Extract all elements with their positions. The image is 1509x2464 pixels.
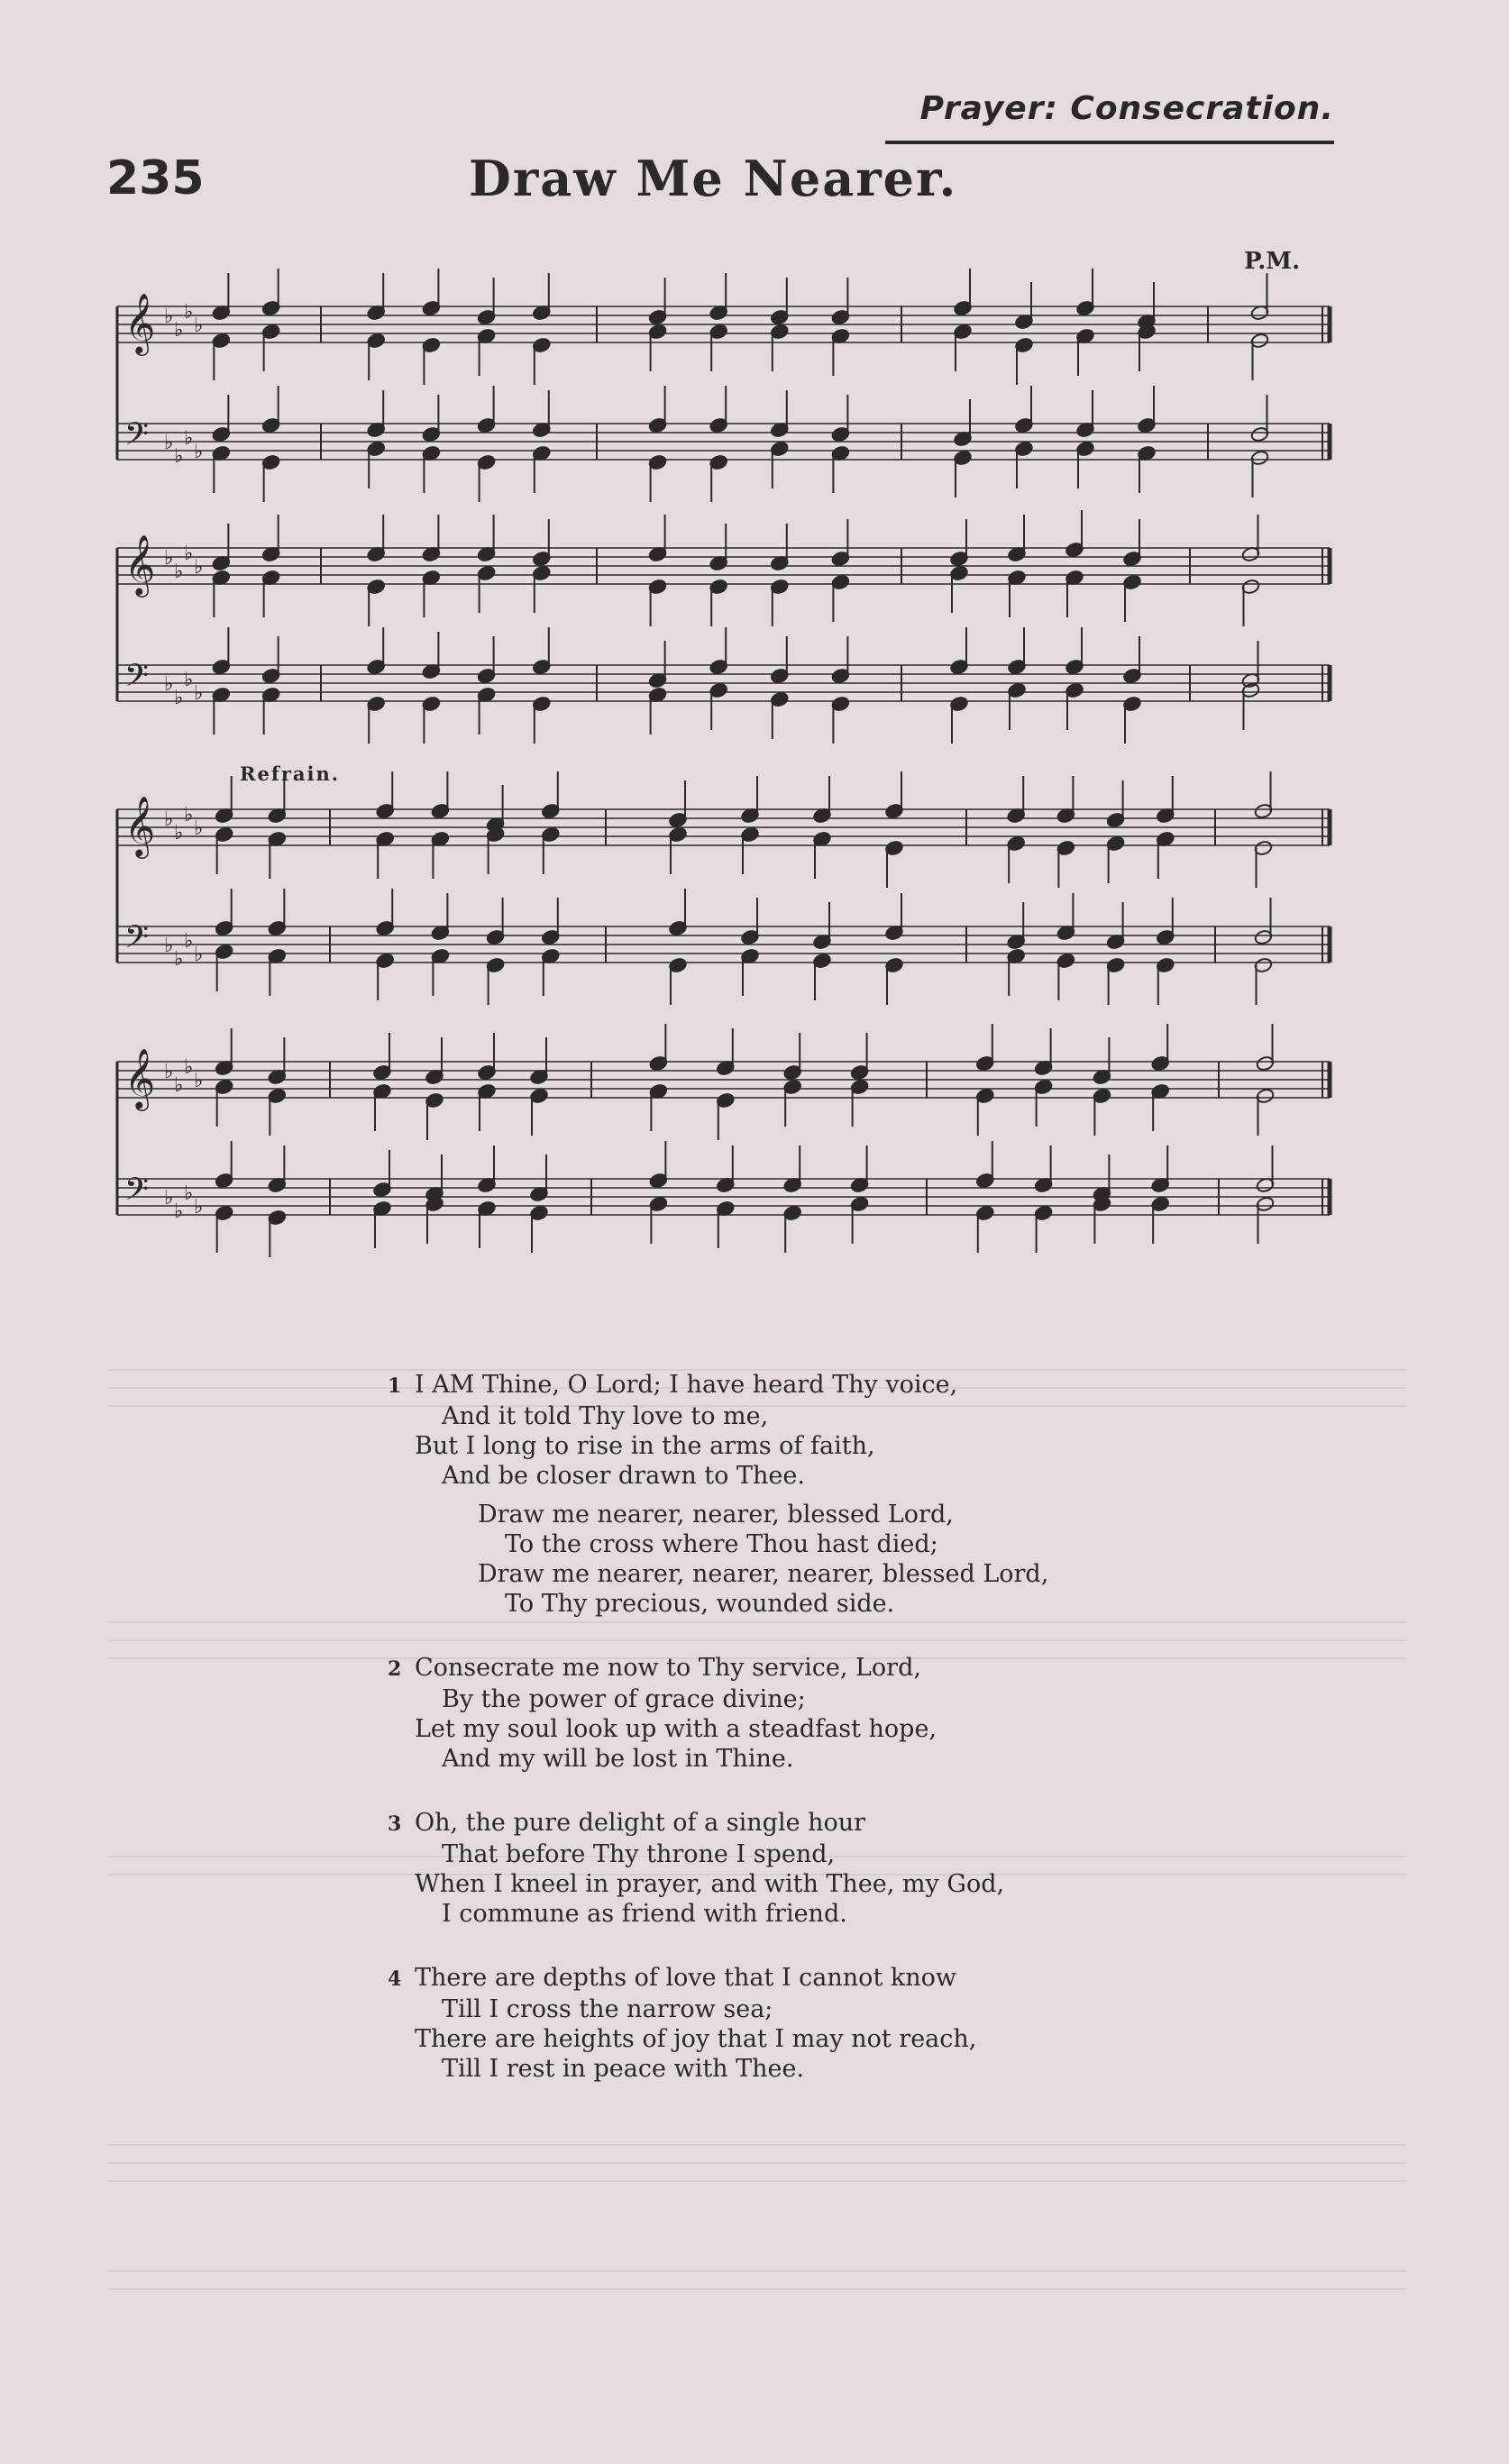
- verse-line: And my will be lost in Thine.: [442, 1745, 794, 1773]
- verse-line: Let my soul look up with a steadfast hope,: [415, 1715, 937, 1743]
- verse-2: [388, 1653, 1199, 1774]
- treble-clef: 𝄞: [124, 795, 156, 856]
- treble-clef: 𝄞: [124, 534, 156, 595]
- hymn-verses: [388, 1370, 1199, 2118]
- verse-line: Oh, the pure delight of a single hour: [415, 1809, 866, 1837]
- verse-line: There are depths of love that I cannot know: [415, 1964, 956, 1992]
- verse-number: 1: [388, 1374, 402, 1398]
- flat-sign: ♭: [194, 556, 204, 579]
- flat-sign: ♭: [164, 673, 174, 696]
- verse-3: [388, 1808, 1199, 1929]
- flat-sign: ♭: [184, 1056, 194, 1079]
- verse-line: By the power of grace divine;: [442, 1685, 806, 1713]
- verse-line: Consecrate me now to Thy service, Lord,: [415, 1654, 921, 1682]
- flat-sign: ♭: [164, 547, 174, 570]
- verse-1: [388, 1370, 1199, 1619]
- flat-sign: ♭: [184, 669, 194, 691]
- section-title: Prayer: Consecration.: [919, 90, 1334, 127]
- refrain-label: Refrain.: [240, 762, 341, 785]
- flat-sign: ♭: [194, 315, 204, 337]
- verse-line: And be closer drawn to Thee.: [442, 1462, 805, 1490]
- refrain-line: To Thy precious, wounded side.: [505, 1590, 895, 1618]
- flat-sign: ♭: [184, 543, 194, 565]
- flat-sign: ♭: [164, 935, 174, 957]
- flat-sign: ♭: [184, 301, 194, 324]
- flat-sign: ♭: [174, 1074, 184, 1097]
- verse-line: But I long to rise in the arms of faith,: [415, 1432, 875, 1460]
- flat-sign: ♭: [194, 944, 204, 966]
- bass-clef: 𝄢: [124, 918, 150, 963]
- bass-clef: 𝄢: [124, 415, 150, 460]
- flat-sign: ♭: [174, 687, 184, 709]
- flat-sign: ♭: [184, 427, 194, 450]
- flat-sign: ♭: [194, 1070, 204, 1092]
- hymn-title: Draw Me Nearer.: [469, 150, 958, 207]
- flat-sign: ♭: [194, 1196, 204, 1218]
- verse-number: 3: [388, 1812, 402, 1836]
- flat-sign: ♭: [164, 1187, 174, 1209]
- flat-sign: ♭: [174, 319, 184, 342]
- flat-sign: ♭: [164, 432, 174, 454]
- verse-line: There are heights of joy that I may not reach,: [415, 2025, 977, 2053]
- flat-sign: ♭: [174, 822, 184, 844]
- verse-line: And it told Thy love to me,: [442, 1402, 769, 1430]
- flat-sign: ♭: [164, 306, 174, 328]
- flat-sign: ♭: [174, 1200, 184, 1223]
- flat-sign: ♭: [174, 948, 184, 971]
- bass-clef: 𝄢: [124, 657, 150, 701]
- flat-sign: ♭: [194, 817, 204, 840]
- flat-sign: ♭: [164, 1061, 174, 1083]
- verse-line: When I kneel in prayer, and with Thee, my God,: [415, 1870, 1005, 1898]
- refrain-text: [388, 1500, 1199, 1619]
- bass-clef: 𝄢: [124, 1171, 150, 1215]
- flat-sign: ♭: [184, 1182, 194, 1205]
- treble-clef: 𝄞: [124, 292, 156, 353]
- refrain-line: Draw me nearer, nearer, nearer, blessed Lord,: [478, 1560, 1049, 1588]
- flat-sign: ♭: [194, 682, 204, 705]
- verse-line: Till I cross the narrow sea;: [442, 1995, 773, 2023]
- verse-line: I AM Thine, O Lord; I have heard Thy voice,: [415, 1371, 958, 1399]
- flat-sign: ♭: [184, 930, 194, 953]
- verse-line: Till I rest in peace with Thee.: [442, 2055, 805, 2083]
- flat-sign: ♭: [194, 441, 204, 463]
- refrain-line: Draw me nearer, nearer, blessed Lord,: [478, 1501, 954, 1529]
- flat-sign: ♭: [174, 561, 184, 583]
- flat-sign: ♭: [174, 445, 184, 468]
- verse-4: [388, 1963, 1199, 2084]
- verse-line: I commune as friend with friend.: [442, 1900, 847, 1928]
- meter-marking: P.M.: [1244, 248, 1301, 275]
- flat-sign: ♭: [164, 808, 174, 831]
- verse-line: That before Thy throne I spend,: [442, 1840, 836, 1868]
- verse-number: 2: [388, 1657, 402, 1681]
- verse-number: 4: [388, 1967, 402, 1991]
- flat-sign: ♭: [184, 804, 194, 826]
- refrain-line: To the cross where Thou hast died;: [505, 1530, 938, 1558]
- treble-clef: 𝄞: [124, 1047, 156, 1109]
- hymn-number: 235: [106, 151, 205, 205]
